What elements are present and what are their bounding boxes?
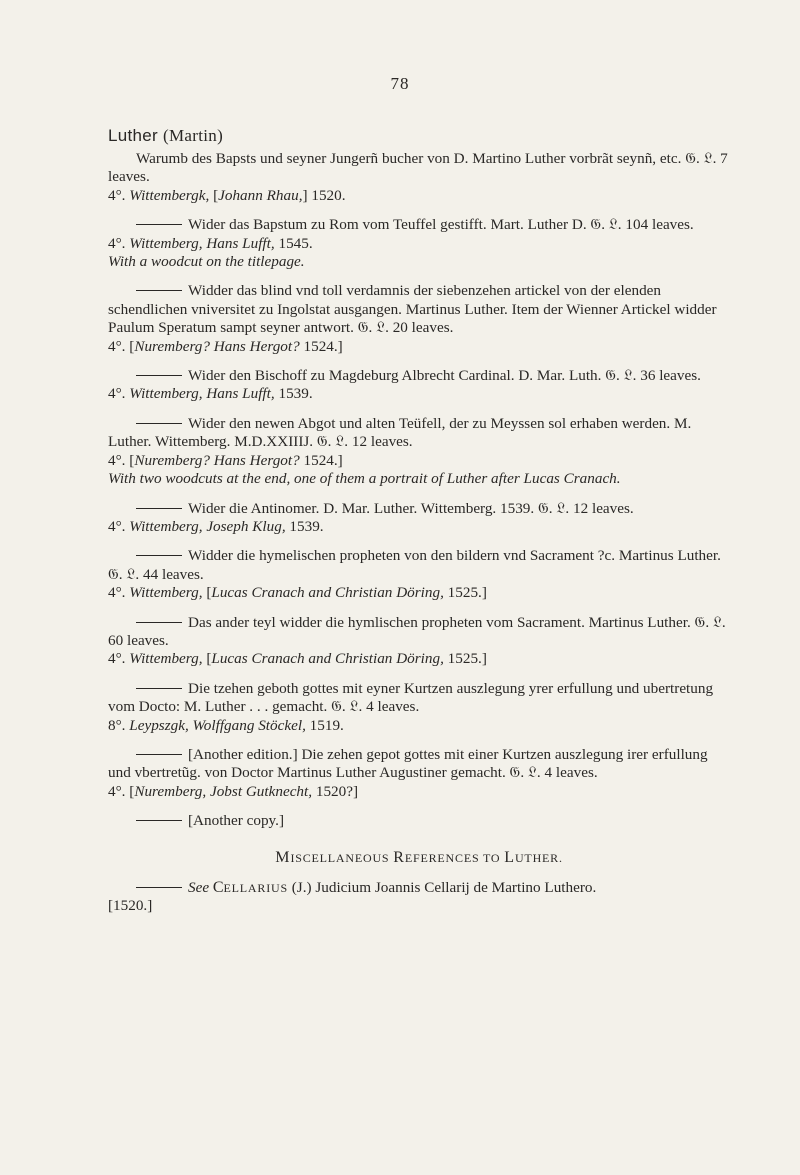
catalogue-entry bbox=[108, 680, 730, 735]
imprint-bracket: [ bbox=[209, 186, 219, 204]
entry-title: Warumb des Bapsts und seyner Jungerñ bucher von D. Martino Luther vorbrãt seynñ, etc. 𝔊. 𝔏. 7 leaves. bbox=[108, 150, 728, 186]
catalogue-entry bbox=[108, 547, 730, 602]
entry-note: With a woodcut on the titlepage. bbox=[108, 253, 305, 271]
ditto-dash bbox=[136, 375, 182, 376]
imprint-date: 1539. bbox=[274, 385, 313, 403]
imprint-format: 8°. bbox=[108, 716, 130, 734]
section-title: MISCELLANEOUS REFERENCES TO LUTHER. bbox=[275, 848, 563, 866]
entry-title: Das ander teyl widder die hymlischen propheten vom Sacrament. Martinus Luther. 𝔊. 𝔏. 60 leaves. bbox=[108, 613, 726, 649]
ditto-dash bbox=[136, 508, 182, 509]
imprint-date: 1525.] bbox=[443, 650, 487, 668]
imprint-bracket: [ bbox=[202, 584, 212, 602]
catalogue-entry bbox=[108, 216, 730, 271]
ditto-dash bbox=[136, 754, 182, 755]
ditto-dash bbox=[136, 290, 182, 291]
reference-title: (J.) Judicium Joannis Cellarij de Martino Luthero. bbox=[287, 878, 597, 896]
cross-reference-entry bbox=[108, 879, 730, 916]
imprint-place: Wittemberg, Hans Lufft, bbox=[129, 234, 275, 252]
imprint-place: Nuremberg? Hans Hergot? bbox=[134, 451, 300, 469]
entry-imprint bbox=[108, 518, 730, 536]
see-label: See bbox=[188, 878, 210, 896]
entry-note: With two woodcuts at the end, one of them a portrait of Luther after Lucas Cranach. bbox=[108, 470, 621, 488]
author-qualifier: (Martin) bbox=[163, 126, 224, 145]
imprint-printer: Lucas Cranach and Christian Döring, bbox=[211, 650, 444, 668]
entry-imprint bbox=[108, 650, 730, 668]
catalogue-entry bbox=[108, 614, 730, 669]
entry-title: [Another edition.] Die zehen gepot gottes mit einer Kurtzen auszlegung irer erfullung und vbertretũg. von Doctor Martinus Luther Augustiner gemacht. 𝔊. 𝔏. 4 leaves. bbox=[108, 745, 708, 782]
entry-imprint bbox=[108, 187, 730, 205]
imprint-place: Wittemberg, bbox=[129, 584, 203, 602]
imprint-place: Nuremberg, Jobst Gutknecht, bbox=[134, 782, 313, 800]
catalogue-entries bbox=[108, 150, 730, 926]
entry-title: Widder die hymelischen propheten von den bildern vnd Sacrament ?c. Martinus Luther. 𝔊. 𝔏. 44 leaves. bbox=[108, 547, 721, 583]
catalogue-entry bbox=[108, 746, 730, 801]
imprint-format: 4°. bbox=[108, 385, 130, 403]
imprint-date: 1524.] bbox=[299, 451, 343, 469]
entry-imprint: [1520.] bbox=[108, 897, 153, 914]
imprint-printer: Lucas Cranach and Christian Döring, bbox=[211, 584, 444, 602]
imprint-date: 1524.] bbox=[299, 337, 343, 355]
ditto-dash bbox=[136, 688, 182, 689]
catalogue-entry bbox=[108, 282, 730, 356]
author-name: Luther bbox=[108, 126, 159, 145]
catalogue-entry bbox=[108, 812, 730, 830]
entry-title: [Another copy.] bbox=[188, 812, 285, 830]
imprint-format: 4°. bbox=[108, 584, 130, 602]
entry-title: Wider die Antinomer. D. Mar. Luther. Wittemberg. 1539. 𝔊. 𝔏. 12 leaves. bbox=[188, 499, 634, 517]
entry-imprint bbox=[108, 235, 730, 253]
imprint-date: 1519. bbox=[305, 716, 344, 734]
imprint-bracket: [ bbox=[202, 650, 212, 668]
entry-title: Wider den Bischoff zu Magdeburg Albrecht Cardinal. D. Mar. Luth. 𝔊. 𝔏. 36 leaves. bbox=[188, 367, 701, 385]
imprint-place: Wittemberg, bbox=[129, 650, 203, 668]
ditto-dash bbox=[136, 224, 182, 225]
imprint-date: 1520?] bbox=[312, 782, 359, 800]
entry-imprint bbox=[108, 385, 730, 403]
entry-imprint bbox=[108, 717, 730, 735]
imprint-format: 4°. bbox=[108, 234, 130, 252]
imprint-place: Leypszgk, Wolffgang Stöckel, bbox=[129, 716, 306, 734]
imprint-place: Wittemberg, Joseph Klug, bbox=[129, 517, 286, 535]
imprint-date: 1545. bbox=[274, 234, 313, 252]
catalogue-entry bbox=[108, 415, 730, 489]
catalogue-entry bbox=[108, 500, 730, 537]
entry-title: Wider den newen Abgot und alten Teüfell, der zu Meyssen sol erhaben werden. M. Luther. Wittemberg. M.D.XXIIIJ. 𝔊. 𝔏. 12 leaves. bbox=[108, 414, 692, 451]
entry-title: Widder das blind vnd toll verdamnis der siebenzehen artickel von der elenden schendlichen vniversitet zu Ingolstat ausgangen. Martinus Luther. Item der Wienner Artickel widder Paulum Speratum sampt seyner antwort. 𝔊. 𝔏. 20 leaves. bbox=[108, 282, 717, 337]
reference-name: ELLARIUS bbox=[223, 880, 288, 895]
catalogue-entry bbox=[108, 367, 730, 404]
catalogue-entry bbox=[108, 150, 730, 205]
ditto-dash bbox=[136, 622, 182, 623]
imprint-place: Wittemberg, Hans Lufft, bbox=[129, 385, 275, 403]
imprint-date: 1539. bbox=[285, 517, 324, 535]
author-heading bbox=[108, 126, 223, 146]
imprint-place: Nuremberg? Hans Hergot? bbox=[134, 337, 300, 355]
reference-name-initial: C bbox=[212, 878, 224, 896]
entry-imprint bbox=[108, 452, 730, 470]
entry-imprint bbox=[108, 584, 730, 602]
page-number: 78 bbox=[390, 74, 410, 93]
imprint-place: Wittembergk, bbox=[129, 186, 210, 204]
imprint-date: 1525.] bbox=[443, 584, 487, 602]
ditto-dash bbox=[136, 887, 182, 888]
ditto-dash bbox=[136, 423, 182, 424]
imprint-format: 4°. bbox=[108, 650, 130, 668]
entry-title: Wider das Bapstum zu Rom vom Teuffel gestifft. Mart. Luther D. 𝔊. 𝔏. 104 leaves. bbox=[188, 216, 694, 234]
entry-title: Die tzehen geboth gottes mit eyner Kurtzen auszlegung yrer erfullung und ubertretung vom Docto: M. Luther . . . gemacht. 𝔊. 𝔏. 4 leaves. bbox=[108, 679, 714, 716]
imprint-printer: Johann Rhau, bbox=[218, 186, 303, 204]
imprint-format: 4°. bbox=[108, 186, 130, 204]
ditto-dash bbox=[136, 820, 182, 821]
imprint-format: 4°. [ bbox=[108, 782, 135, 800]
ditto-dash bbox=[136, 555, 182, 556]
entry-imprint bbox=[108, 783, 730, 801]
imprint-format: 4°. [ bbox=[108, 451, 135, 469]
imprint-date: ] 1520. bbox=[302, 186, 346, 204]
imprint-format: 4°. [ bbox=[108, 337, 135, 355]
imprint-format: 4°. bbox=[108, 517, 130, 535]
entry-imprint bbox=[108, 338, 730, 356]
